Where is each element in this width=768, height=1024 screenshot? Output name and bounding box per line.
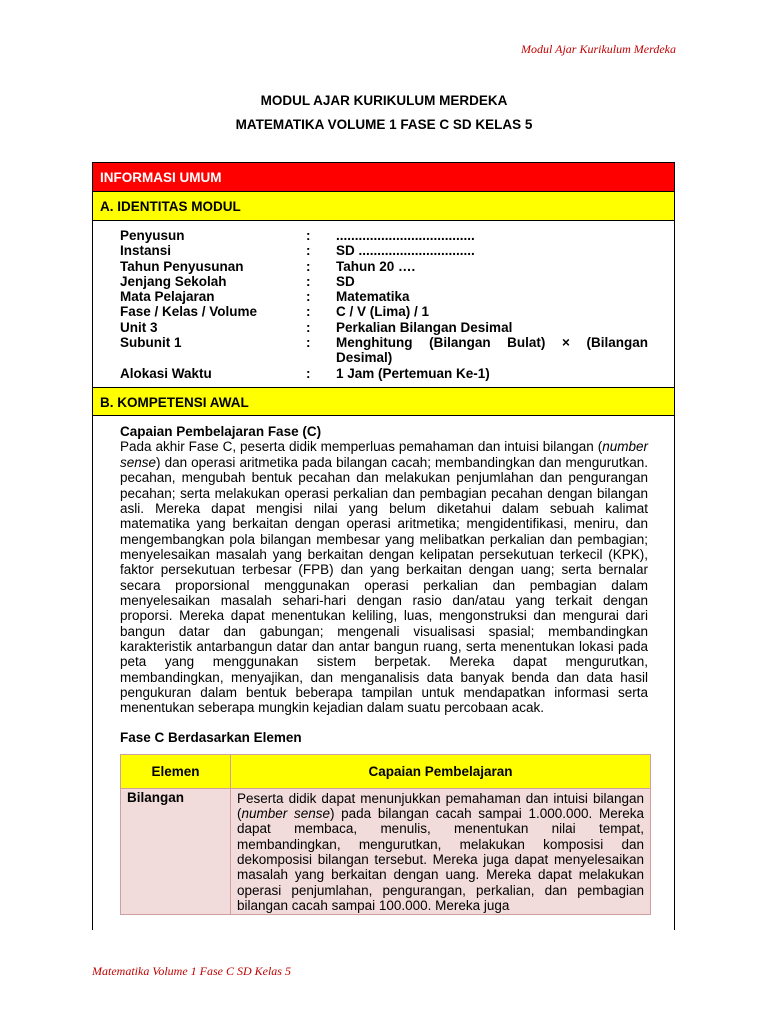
capaian-body-pre: Pada akhir Fase C, peserta didik memperluas pemahaman dan intuisi bilangan ( [120, 439, 603, 455]
identitas-value: Perkalian Bilangan Desimal [336, 319, 513, 335]
running-footer: Matematika Volume 1 Fase C SD Kelas 5 [92, 964, 291, 978]
elemen-table [120, 754, 651, 916]
capaian-desc-italic: number sense [241, 806, 330, 821]
identitas-value: 1 Jam (Pertemuan Ke-1) [336, 365, 490, 381]
document-subtitle: MATEMATIKA VOLUME 1 FASE C SD KELAS 5 [235, 117, 533, 132]
capaian-desc [237, 790, 644, 914]
identitas-value: Matematika [336, 289, 410, 305]
identitas-value: C / V (Lima) / 1 [336, 304, 430, 320]
capaian-title: Capaian Pembelajaran Fase (C) [120, 423, 322, 439]
elemen-table-header [121, 754, 651, 788]
identitas-colon: : [306, 319, 311, 335]
identitas-value: SD [336, 273, 355, 289]
col-capaian: Capaian Pembelajaran [231, 754, 651, 788]
identitas-row-tahun [120, 259, 648, 274]
identitas-label: Subunit 1 [120, 335, 182, 351]
identitas-row-instansi [120, 243, 648, 258]
identitas-colon: : [306, 243, 311, 259]
identitas-table [93, 221, 674, 387]
identitas-colon: : [306, 289, 311, 305]
capaian-body-post: ) dan operasi aritmetika pada bilangan cacah; membandingkan dan mengurutkan. pecahan, mengubah bentuk pecahan dan melakukan penjumlahan dan pengurangan pecahan; serta melakukan operasi perkalian dan pembagian pecahan dengan bilangan asli. Mereka dapat mengisi nilai yang belum diketahui dalam sebuah kalimat matematika yang berkaitan dengan operasi aritmetika; mengidentifikasi, meniru, dan mengembangkan pola bilangan membesar yang melibatkan perkalian dan pembagian; menyelesaikan masalah yang berkaitan dengan kelipatan persekutuan terkecil (KPK), faktor persekutuan terbesar (FPB) dan yang berkaitan dengan uang; serta bernalar secara proporsional menggunakan operasi perkalian dan pembagian dalam menyelesaikan masalah sehari-hari dengan rasio dan/atau yang terkait dengan proporsi. Mereka dapat menentukan keliling, luas, mengonstruksi dan mengurai dari bangun datar dan gabungan; mengenali visualisasi spasial; membandingkan karakteristik antarbangun datar dan antar bangun ruang, serta menentukan lokasi pada peta yang menggunakan sistem berpetak. Mereka dapat mengurutkan, membandingkan, menyajikan, dan menganalisis data banyak benda dan data hasil pengukuran dalam bentuk beberapa tampilan untuk mendapatkan informasi serta menentukan seberapa mungkin kejadian dalam suatu percobaan acak. [120, 454, 648, 716]
running-header: Modul Ajar Kurikulum Merdeka [521, 42, 676, 56]
identitas-colon: : [306, 335, 311, 351]
col-elemen: Elemen [121, 754, 231, 788]
section-informasi-umum: INFORMASI UMUM [93, 163, 674, 192]
identitas-colon: : [306, 304, 311, 320]
identitas-label: Jenjang Sekolah [120, 273, 227, 289]
capaian-body [120, 439, 648, 715]
section-kompetensi-awal: B. KOMPETENSI AWAL [93, 387, 674, 416]
identitas-value: ..................................... [336, 228, 475, 243]
capaian-cell [231, 788, 651, 915]
identitas-row-fase [120, 304, 648, 319]
table-row [121, 788, 651, 915]
identitas-label: Alokasi Waktu [120, 365, 212, 381]
capaian-body-italic: number sense [120, 439, 648, 470]
document-title: MODUL AJAR KURIKULUM MERDEKA [260, 93, 508, 108]
identitas-label: Fase / Kelas / Volume [120, 304, 258, 320]
identitas-label: Unit 3 [120, 319, 158, 335]
capaian-desc-post: ) pada bilangan cacah sampai 1.000.000. Mereka dapat membaca, menulis, menentukan nilai tempat, membandingkan, mengurutkan, melakukan komposisi dan dekomposisi bilangan tersebut. Mereka juga dapat menyelesaikan masalah yang berkaitan dengan uang. Mereka dapat melakukan operasi penjumlahan, pengurangan, perkalian, dan pembagian bilangan cacah sampai 100.000. Mereka juga [237, 806, 644, 914]
capaian-desc-pre: Peserta didik dapat menunjukkan pemahaman dan intuisi bilangan ( [237, 790, 644, 821]
identitas-row-penyusun [120, 228, 648, 243]
identitas-row-subunit [120, 335, 648, 366]
identitas-row-jenjang [120, 274, 648, 289]
identitas-row-alokasi [120, 366, 648, 381]
identitas-label: Tahun Penyusunan [120, 258, 244, 274]
identitas-row-mapel [120, 289, 648, 304]
fase-title: Fase C Berdasarkan Elemen [120, 729, 302, 745]
identitas-label: Penyusun [120, 228, 185, 243]
identitas-colon: : [306, 258, 311, 274]
identitas-colon: : [306, 273, 311, 289]
module-frame [92, 162, 675, 930]
identitas-label: Mata Pelajaran [120, 289, 215, 305]
kompetensi-content [93, 416, 674, 915]
section-identitas-modul: A. IDENTITAS MODUL [93, 192, 674, 221]
identitas-value: Tahun 20 …. [336, 258, 416, 274]
identitas-row-unit [120, 320, 648, 335]
identitas-value: SD ............................... [336, 243, 475, 259]
identitas-colon: : [306, 228, 311, 243]
elemen-name: Bilangan [127, 789, 185, 805]
identitas-value: Menghitung (Bilangan Bulat) × (Bilangan Desimal) [336, 335, 648, 366]
elemen-cell [121, 788, 231, 915]
identitas-label: Instansi [120, 243, 172, 259]
identitas-colon: : [306, 365, 311, 381]
